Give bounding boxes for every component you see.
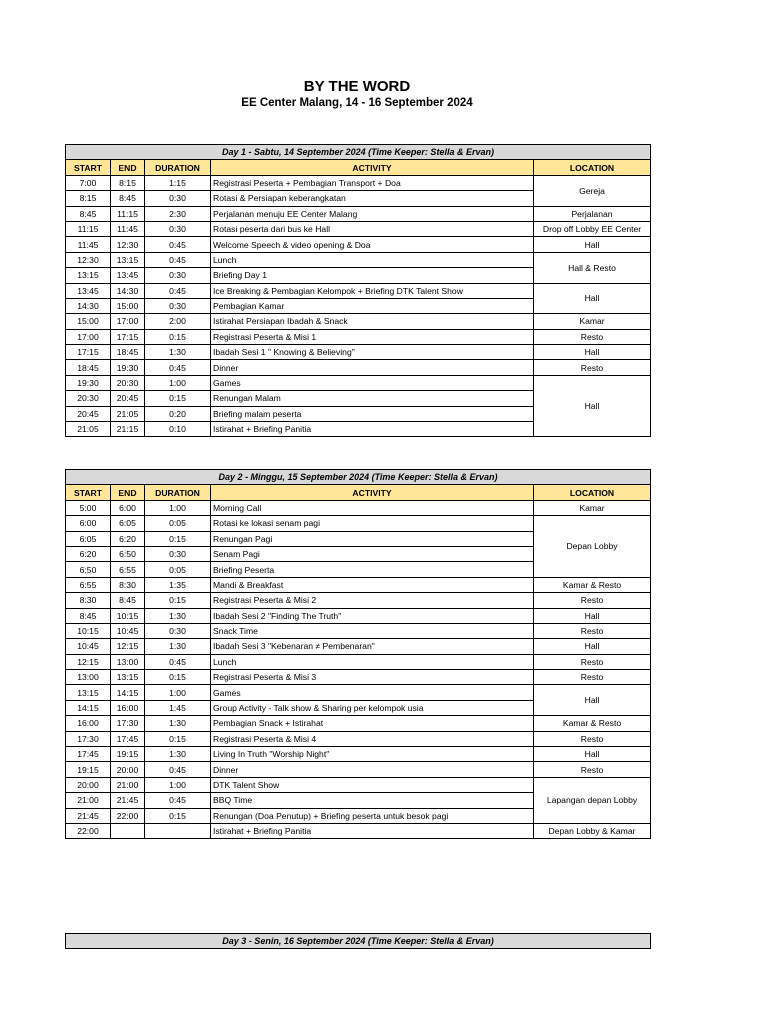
end-cell: 11:15: [111, 206, 145, 221]
end-cell: 14:15: [111, 685, 145, 700]
activity-cell: Welcome Speech & video opening & Doa: [211, 237, 534, 252]
end-cell: 19:15: [111, 747, 145, 762]
document-title: BY THE WORD: [303, 78, 411, 95]
duration-cell: 0:15: [145, 731, 211, 746]
location-cell: Resto: [534, 670, 651, 685]
table-row: [66, 608, 651, 623]
end-cell: 15:00: [111, 298, 145, 313]
table-row: [66, 206, 651, 221]
activity-cell: Lunch: [211, 654, 534, 669]
start-cell: 8:30: [66, 593, 111, 608]
start-cell: 17:45: [66, 747, 111, 762]
duration-cell: 0:30: [145, 623, 211, 638]
start-cell: 22:00: [66, 823, 111, 838]
end-cell: 21:15: [111, 422, 145, 437]
end-cell: 10:15: [111, 608, 145, 623]
start-cell: 20:00: [66, 777, 111, 792]
start-cell: 8:45: [66, 206, 111, 221]
start-cell: 14:30: [66, 298, 111, 313]
end-cell: 21:45: [111, 793, 145, 808]
activity-cell: Istirahat Persiapan Ibadah & Snack: [211, 314, 534, 329]
activity-cell: Ibadah Sesi 1 " Knowing & Believing": [211, 345, 534, 360]
location-cell: Kamar & Resto: [534, 577, 651, 592]
end-cell: 12:30: [111, 237, 145, 252]
table-row: [66, 654, 651, 669]
start-cell: 13:00: [66, 670, 111, 685]
activity-cell: Registrasi Peserta + Pembagian Transport + Doa: [211, 175, 534, 190]
start-cell: 8:15: [66, 191, 111, 206]
start-cell: 6:50: [66, 562, 111, 577]
location-cell: Hall: [534, 639, 651, 654]
end-cell: 17:30: [111, 716, 145, 731]
start-cell: 13:45: [66, 283, 111, 298]
start-cell: 15:00: [66, 314, 111, 329]
duration-cell: 0:10: [145, 422, 211, 437]
activity-cell: Games: [211, 685, 534, 700]
activity-cell: Registrasi Peserta & Misi 3: [211, 670, 534, 685]
duration-cell: 0:30: [145, 221, 211, 236]
duration-cell: 0:45: [145, 762, 211, 777]
start-cell: 18:45: [66, 360, 111, 375]
duration-cell: 0:45: [145, 237, 211, 252]
end-cell: 21:00: [111, 777, 145, 792]
duration-cell: 1:00: [145, 500, 211, 515]
table-row: [66, 516, 651, 531]
activity-cell: Morning Call: [211, 500, 534, 515]
table-row: [66, 762, 651, 777]
table-row: [66, 221, 651, 236]
table-row: [66, 731, 651, 746]
activity-cell: Briefing Peserta: [211, 562, 534, 577]
end-cell: 19:30: [111, 360, 145, 375]
end-cell: 6:55: [111, 562, 145, 577]
end-cell: 11:45: [111, 221, 145, 236]
end-cell: 22:00: [111, 808, 145, 823]
end-cell: 8:30: [111, 577, 145, 592]
location-cell: Drop off Lobby EE Center: [534, 221, 651, 236]
duration-cell: 0:15: [145, 670, 211, 685]
activity-cell: Pembagian Snack + Istirahat: [211, 716, 534, 731]
table-row: [66, 670, 651, 685]
start-cell: 21:00: [66, 793, 111, 808]
start-cell: 21:45: [66, 808, 111, 823]
activity-cell: Ibadah Sesi 3 "Kebenaran ≠ Pembenaran": [211, 639, 534, 654]
duration-cell: 1:45: [145, 700, 211, 715]
activity-cell: Registrasi Peserta & Misi 1: [211, 329, 534, 344]
location-cell: Resto: [534, 623, 651, 638]
duration-cell: 0:15: [145, 329, 211, 344]
start-cell: 12:30: [66, 252, 111, 267]
duration-cell: 0:45: [145, 654, 211, 669]
end-cell: 18:45: [111, 345, 145, 360]
activity-cell: Snack Time: [211, 623, 534, 638]
start-cell: 5:00: [66, 500, 111, 515]
end-cell: 6:05: [111, 516, 145, 531]
end-cell: 21:05: [111, 406, 145, 421]
activity-cell: Renungan Pagi: [211, 531, 534, 546]
column-header-row: [66, 485, 651, 500]
end-cell: 13:00: [111, 654, 145, 669]
end-cell: 20:00: [111, 762, 145, 777]
table-row: [66, 747, 651, 762]
end-cell: 8:45: [111, 593, 145, 608]
start-cell: 19:30: [66, 375, 111, 390]
table-row: [66, 360, 651, 375]
end-cell: 6:50: [111, 546, 145, 561]
location-cell: Hall: [534, 608, 651, 623]
end-cell: 8:15: [111, 175, 145, 190]
activity-cell: Perjalanan menuju EE Center Malang: [211, 206, 534, 221]
column-header-start: START: [66, 485, 111, 500]
location-cell: Resto: [534, 329, 651, 344]
start-cell: 19:15: [66, 762, 111, 777]
activity-cell: Pembagian Kamar: [211, 298, 534, 313]
table-row: [66, 283, 651, 298]
activity-cell: Group Activity - Talk show & Sharing per kelompok usia: [211, 700, 534, 715]
table-row: [66, 623, 651, 638]
activity-cell: Lunch: [211, 252, 534, 267]
table-row: [66, 685, 651, 700]
activity-cell: Games: [211, 375, 534, 390]
location-cell: Perjalanan: [534, 206, 651, 221]
duration-cell: 0:45: [145, 360, 211, 375]
document-subtitle: EE Center Malang, 14 - 16 September 2024: [241, 97, 473, 109]
location-cell: Depan Lobby: [534, 516, 651, 578]
column-header-duration: DURATION: [145, 485, 211, 500]
activity-cell: Briefing Day 1: [211, 268, 534, 283]
location-cell: Gereja: [534, 175, 651, 206]
table-row: [66, 500, 651, 515]
duration-cell: 0:45: [145, 283, 211, 298]
location-cell: Resto: [534, 654, 651, 669]
duration-cell: 0:30: [145, 546, 211, 561]
start-cell: 21:05: [66, 422, 111, 437]
table-row: [66, 345, 651, 360]
column-header-location: LOCATION: [534, 160, 651, 175]
duration-cell: 1:30: [145, 639, 211, 654]
end-cell: 12:15: [111, 639, 145, 654]
location-cell: Resto: [534, 593, 651, 608]
start-cell: 17:30: [66, 731, 111, 746]
activity-cell: Dinner: [211, 762, 534, 777]
column-header-activity: ACTIVITY: [211, 485, 534, 500]
activity-cell: Senam Pagi: [211, 546, 534, 561]
activity-cell: Renungan Malam: [211, 391, 534, 406]
duration-cell: 0:05: [145, 562, 211, 577]
activity-cell: Registrasi Peserta & Misi 2: [211, 593, 534, 608]
duration-cell: 0:20: [145, 406, 211, 421]
location-cell: Resto: [534, 360, 651, 375]
column-header-start: START: [66, 160, 111, 175]
activity-cell: Registrasi Peserta & Misi 4: [211, 731, 534, 746]
table-row: [66, 639, 651, 654]
start-cell: 6:00: [66, 516, 111, 531]
day-header: Day 3 - Senin, 16 September 2024 (Time Keeper: Stella & Ervan): [66, 934, 651, 949]
duration-cell: 1:00: [145, 375, 211, 390]
start-cell: 6:55: [66, 577, 111, 592]
table-row: [66, 314, 651, 329]
start-cell: 14:15: [66, 700, 111, 715]
end-cell: 20:45: [111, 391, 145, 406]
start-cell: 16:00: [66, 716, 111, 731]
duration-cell: 1:30: [145, 608, 211, 623]
end-cell: 17:00: [111, 314, 145, 329]
activity-cell: Ibadah Sesi 2 "Finding The Truth": [211, 608, 534, 623]
start-cell: 11:15: [66, 221, 111, 236]
duration-cell: 0:45: [145, 793, 211, 808]
location-cell: Lapangan depan Lobby: [534, 777, 651, 823]
duration-cell: 1:35: [145, 577, 211, 592]
duration-cell: 1:15: [145, 175, 211, 190]
activity-cell: Living In Truth "Worship Night": [211, 747, 534, 762]
activity-cell: Mandi & Breakfast: [211, 577, 534, 592]
location-cell: Resto: [534, 762, 651, 777]
start-cell: 20:45: [66, 406, 111, 421]
start-cell: 17:15: [66, 345, 111, 360]
duration-cell: 0:15: [145, 593, 211, 608]
table-row: [66, 237, 651, 252]
duration-cell: 1:00: [145, 777, 211, 792]
duration-cell: 1:30: [145, 747, 211, 762]
duration-cell: 0:15: [145, 391, 211, 406]
activity-cell: Dinner: [211, 360, 534, 375]
table-row: [66, 593, 651, 608]
location-cell: Hall: [534, 283, 651, 314]
column-header-row: [66, 160, 651, 175]
location-cell: Kamar & Resto: [534, 716, 651, 731]
end-cell: 10:45: [111, 623, 145, 638]
column-header-location: LOCATION: [534, 485, 651, 500]
end-cell: 8:45: [111, 191, 145, 206]
table-row: [66, 175, 651, 190]
activity-cell: BBQ Time: [211, 793, 534, 808]
column-header-duration: DURATION: [145, 160, 211, 175]
end-cell: 13:15: [111, 252, 145, 267]
location-cell: Hall & Resto: [534, 252, 651, 283]
location-cell: Hall: [534, 747, 651, 762]
day-header: Day 2 - Minggu, 15 September 2024 (Time Keeper: Stella & Ervan): [66, 470, 651, 485]
end-cell: 6:00: [111, 500, 145, 515]
duration-cell: 1:30: [145, 716, 211, 731]
day-2-schedule-table: [65, 469, 651, 839]
activity-cell: Ice Breaking & Pembagian Kelompok + Briefing DTK Talent Show: [211, 283, 534, 298]
end-cell: 6:20: [111, 531, 145, 546]
table-row: [66, 329, 651, 344]
activity-cell: Istirahat + Briefing Panitia: [211, 422, 534, 437]
day-3-schedule-table: [65, 933, 651, 949]
start-cell: 12:15: [66, 654, 111, 669]
end-cell: [111, 823, 145, 838]
day-header: Day 1 - Sabtu, 14 September 2024 (Time Keeper: Stella & Ervan): [66, 145, 651, 160]
duration-cell: 1:30: [145, 345, 211, 360]
activity-cell: DTK Talent Show: [211, 777, 534, 792]
table-row: [66, 777, 651, 792]
start-cell: 13:15: [66, 685, 111, 700]
duration-cell: 0:30: [145, 191, 211, 206]
end-cell: 16:00: [111, 700, 145, 715]
start-cell: 10:15: [66, 623, 111, 638]
duration-cell: 0:15: [145, 808, 211, 823]
end-cell: 13:45: [111, 268, 145, 283]
start-cell: 11:45: [66, 237, 111, 252]
start-cell: 20:30: [66, 391, 111, 406]
day-1-schedule-table: [65, 144, 651, 437]
start-cell: 10:45: [66, 639, 111, 654]
location-cell: Hall: [534, 345, 651, 360]
end-cell: 20:30: [111, 375, 145, 390]
duration-cell: 0:05: [145, 516, 211, 531]
activity-cell: Rotasi & Persiapan keberangkatan: [211, 191, 534, 206]
duration-cell: 0:45: [145, 252, 211, 267]
table-row: [66, 577, 651, 592]
end-cell: 17:45: [111, 731, 145, 746]
duration-cell: 2:00: [145, 314, 211, 329]
table-row: [66, 375, 651, 390]
location-cell: Hall: [534, 237, 651, 252]
start-cell: 6:20: [66, 546, 111, 561]
duration-cell: 0:15: [145, 531, 211, 546]
end-cell: 13:15: [111, 670, 145, 685]
duration-cell: 0:30: [145, 298, 211, 313]
duration-cell: 1:00: [145, 685, 211, 700]
column-header-end: END: [111, 160, 145, 175]
location-cell: Kamar: [534, 500, 651, 515]
start-cell: 13:15: [66, 268, 111, 283]
column-header-end: END: [111, 485, 145, 500]
table-row: [66, 716, 651, 731]
activity-cell: Rotasi peserta dari bus ke Hall: [211, 221, 534, 236]
start-cell: 17:00: [66, 329, 111, 344]
activity-cell: Renungan (Doa Penutup) + Briefing peserta untuk besok pagi: [211, 808, 534, 823]
table-row: [66, 823, 651, 838]
location-cell: Depan Lobby & Kamar: [534, 823, 651, 838]
duration-cell: 2:30: [145, 206, 211, 221]
start-cell: 6:05: [66, 531, 111, 546]
activity-cell: Istirahat + Briefing Panitia: [211, 823, 534, 838]
duration-cell: 0:30: [145, 268, 211, 283]
start-cell: 8:45: [66, 608, 111, 623]
table-row: [66, 252, 651, 267]
location-cell: Resto: [534, 731, 651, 746]
location-cell: Kamar: [534, 314, 651, 329]
column-header-activity: ACTIVITY: [211, 160, 534, 175]
location-cell: Hall: [534, 375, 651, 437]
location-cell: Hall: [534, 685, 651, 716]
activity-cell: Briefing malam peserta: [211, 406, 534, 421]
activity-cell: Rotasi ke lokasi senam pagi: [211, 516, 534, 531]
end-cell: 17:15: [111, 329, 145, 344]
duration-cell: [145, 823, 211, 838]
end-cell: 14:30: [111, 283, 145, 298]
start-cell: 7:00: [66, 175, 111, 190]
